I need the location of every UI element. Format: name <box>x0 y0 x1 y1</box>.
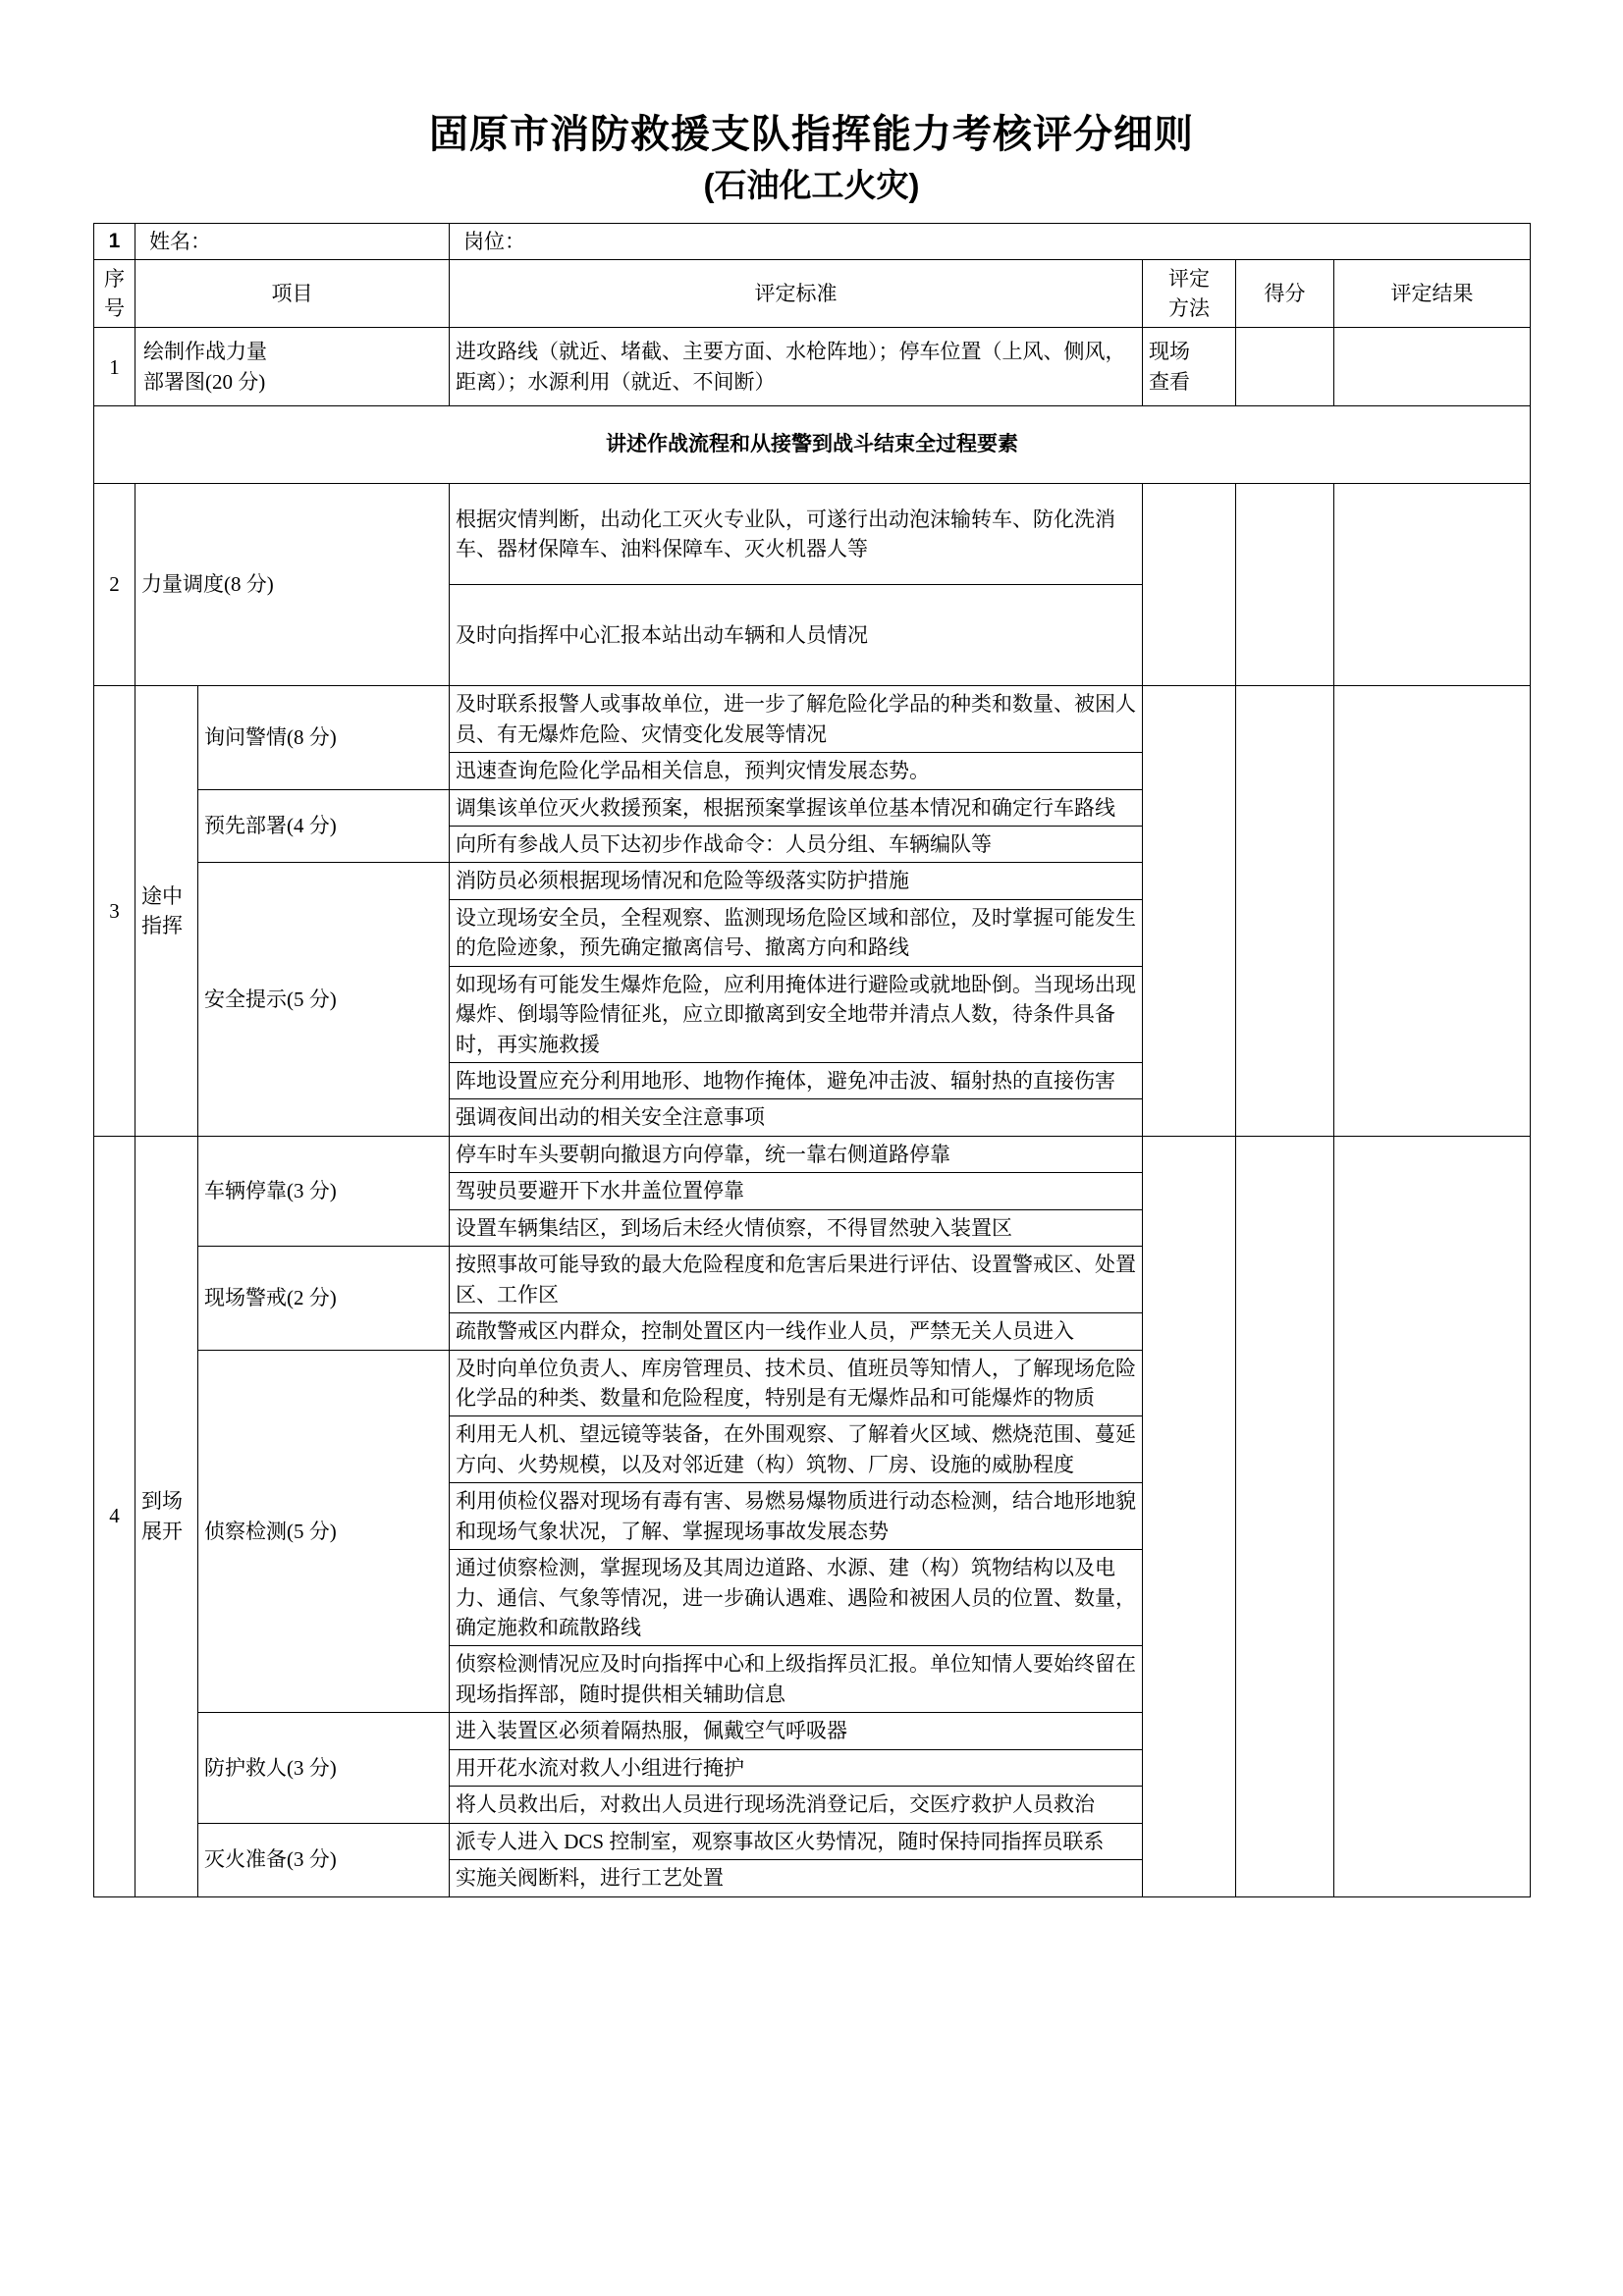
row4-sub3-standard-2: 利用无人机、望远镜等装备，在外围观察、了解着火区域、燃烧范围、蔓延方向、火势规模，以及对邻近建（构）筑物、厂房、设施的威胁程度 <box>450 1416 1143 1483</box>
row3-sub3-standard-5: 强调夜间出动的相关安全注意事项 <box>450 1099 1143 1136</box>
row1-item-line1: 绘制作战力量 <box>143 340 267 364</box>
row4-group-line2: 展开 <box>141 1519 183 1543</box>
row2-standard-1: 根据灾情判断，出动化工灭火专业队，可遂行出动泡沫输转车、防化洗消车、器材保障车、油料保障车、灭火机器人等 <box>450 484 1143 585</box>
row3-sub3-standard-1: 消防员必须根据现场情况和危险等级落实防护措施 <box>450 863 1143 899</box>
row3-group-line2: 指挥 <box>141 914 183 938</box>
row1-item <box>135 328 450 406</box>
table-row-4a <box>94 1136 1531 1172</box>
col-header-seq-line2: 号 <box>104 296 125 321</box>
table-row-section-band <box>94 406 1531 484</box>
page-subtitle: (石油化工火灾) <box>703 167 920 203</box>
row4-sub1-standard-2: 驾驶员要避开下水井盖位置停靠 <box>450 1173 1143 1209</box>
col-header-score: 得分 <box>1236 260 1334 328</box>
row4-sub4-item: 防护救人(3 分) <box>198 1713 450 1823</box>
row1-method-line2: 查看 <box>1149 369 1190 394</box>
row4-method <box>1143 1136 1236 1896</box>
row4-sub1-standard-1: 停车时车头要朝向撤退方向停靠，统一靠右侧道路停靠 <box>450 1136 1143 1172</box>
row3-score[interactable] <box>1236 686 1334 1137</box>
table-header-row <box>94 260 1531 328</box>
row4-group-line1: 到场 <box>141 1489 183 1514</box>
row3-sub3-standard-3: 如现场有可能发生爆炸危险，应利用掩体进行避险或就地卧倒。当现场出现爆炸、倒塌等险情征兆，应立即撤离到安全地带并清点人数，待条件具备时，再实施救援 <box>450 966 1143 1062</box>
row1-item-line2: 部署图(20 分) <box>143 369 266 394</box>
row1-method-line1: 现场 <box>1149 340 1190 364</box>
row2-seq: 2 <box>94 484 135 686</box>
title-block <box>93 0 1530 207</box>
row4-sub3-standard-1: 及时向单位负责人、库房管理员、技术员、值班员等知情人，了解现场危险化学品的种类、数量和危险程度，特别是有无爆炸品和可能爆炸的物质 <box>450 1350 1143 1416</box>
row3-result[interactable] <box>1334 686 1531 1137</box>
row3-seq: 3 <box>94 686 135 1137</box>
col-header-seq-line1: 序 <box>104 266 125 291</box>
row4-group <box>135 1136 198 1896</box>
row3-sub2-standard-2: 向所有参战人员下达初步作战命令：人员分组、车辆编队等 <box>450 826 1143 862</box>
table-row-info <box>94 223 1531 259</box>
row3-sub2-item: 预先部署(4 分) <box>198 789 450 863</box>
row4-sub1-standard-3: 设置车辆集结区，到场后未经火情侦察，不得冒然驶入装置区 <box>450 1209 1143 1246</box>
row2-item: 力量调度(8 分) <box>135 484 450 686</box>
col-header-method <box>1143 260 1236 328</box>
row4-sub3-standard-5: 侦察检测情况应及时向指挥中心和上级指挥员汇报。单位知情人要始终留在现场指挥部，随时提供相关辅助信息 <box>450 1646 1143 1713</box>
row4-sub3-item: 侦察检测(5 分) <box>198 1350 450 1713</box>
row1-standard: 进攻路线（就近、堵截、主要方面、水枪阵地）；停车位置（上风、侧风，距离）；水源利用（就近、不间断） <box>450 328 1143 406</box>
row4-sub5-standard-1: 派专人进入 DCS 控制室，观察事故区火势情况，随时保持同指挥员联系 <box>450 1823 1143 1859</box>
row1-seq: 1 <box>94 328 135 406</box>
row4-sub5-standard-2: 实施关阀断料，进行工艺处置 <box>450 1860 1143 1896</box>
row4-sub2-standard-1: 按照事故可能导致的最大危险程度和危害后果进行评估、设置警戒区、处置区、工作区 <box>450 1247 1143 1313</box>
row3-group-line1: 途中 <box>141 883 183 908</box>
assessment-table <box>93 223 1531 1897</box>
row3-sub1-item: 询问警情(8 分) <box>198 686 450 789</box>
row4-sub4-standard-3: 将人员救出后，对救出人员进行现场洗消登记后，交医疗救护人员救治 <box>450 1787 1143 1823</box>
info-number: 1 <box>94 223 135 259</box>
row4-sub2-item: 现场警戒(2 分) <box>198 1247 450 1350</box>
row4-result[interactable] <box>1334 1136 1531 1896</box>
col-header-method-line2: 方法 <box>1168 296 1210 321</box>
page-title: 固原市消防救援支队指挥能力考核评分细则 <box>429 113 1194 156</box>
row4-sub3-standard-3: 利用侦检仪器对现场有毒有害、易燃易爆物质进行动态检测，结合地形地貌和现场气象状况，了解、掌握现场事故发展态势 <box>450 1483 1143 1550</box>
row4-score[interactable] <box>1236 1136 1334 1896</box>
col-header-seq <box>94 260 135 328</box>
row3-sub2-standard-1: 调集该单位灭火救援预案，根据预案掌握该单位基本情况和确定行车路线 <box>450 789 1143 826</box>
section-band-label: 讲述作战流程和从接警到战斗结束全过程要素 <box>94 406 1531 484</box>
row3-method <box>1143 686 1236 1137</box>
row4-sub5-item: 灭火准备(3 分) <box>198 1823 450 1896</box>
row4-sub4-standard-1: 进入装置区必须着隔热服，佩戴空气呼吸器 <box>450 1713 1143 1749</box>
row4-sub2-standard-2: 疏散警戒区内群众，控制处置区内一线作业人员，严禁无关人员进入 <box>450 1313 1143 1350</box>
post-field-label[interactable]: 岗位： <box>450 223 1531 259</box>
row3-group <box>135 686 198 1137</box>
row3-sub1-standard-2: 迅速查询危险化学品相关信息，预判灾情发展态势。 <box>450 753 1143 789</box>
row4-sub4-standard-2: 用开花水流对救人小组进行掩护 <box>450 1749 1143 1786</box>
row3-sub3-standard-4: 阵地设置应充分利用地形、地物作掩体，避免冲击波、辐射热的直接伤害 <box>450 1063 1143 1099</box>
row3-sub3-item: 安全提示(5 分) <box>198 863 450 1137</box>
col-header-method-line1: 评定 <box>1168 266 1210 291</box>
row3-sub3-standard-2: 设立现场安全员，全程观察、监测现场危险区域和部位，及时掌握可能发生的危险迹象，预先确定撤离信号、撤离方向和路线 <box>450 899 1143 966</box>
row1-result[interactable] <box>1334 328 1531 406</box>
row1-method <box>1143 328 1236 406</box>
table-row-2a <box>94 484 1531 585</box>
name-field-label[interactable]: 姓名： <box>135 223 450 259</box>
table-row-1 <box>94 328 1531 406</box>
col-header-standard: 评定标准 <box>450 260 1143 328</box>
row2-result[interactable] <box>1334 484 1531 686</box>
row2-score[interactable] <box>1236 484 1334 686</box>
row4-sub3-standard-4: 通过侦察检测，掌握现场及其周边道路、水源、建（构）筑物结构以及电力、通信、气象等情况，进一步确认遇难、遇险和被困人员的位置、数量，确定施救和疏散路线 <box>450 1550 1143 1646</box>
row2-method <box>1143 484 1236 686</box>
row1-score[interactable] <box>1236 328 1334 406</box>
table-row-3a <box>94 686 1531 753</box>
row4-seq: 4 <box>94 1136 135 1896</box>
row4-sub1-item: 车辆停靠(3 分) <box>198 1136 450 1246</box>
col-header-item: 项目 <box>135 260 450 328</box>
row3-sub1-standard-1: 及时联系报警人或事故单位，进一步了解危险化学品的种类和数量、被困人员、有无爆炸危险、灾情变化发展等情况 <box>450 686 1143 753</box>
row2-standard-2: 及时向指挥中心汇报本站出动车辆和人员情况 <box>450 585 1143 686</box>
col-header-result: 评定结果 <box>1334 260 1531 328</box>
